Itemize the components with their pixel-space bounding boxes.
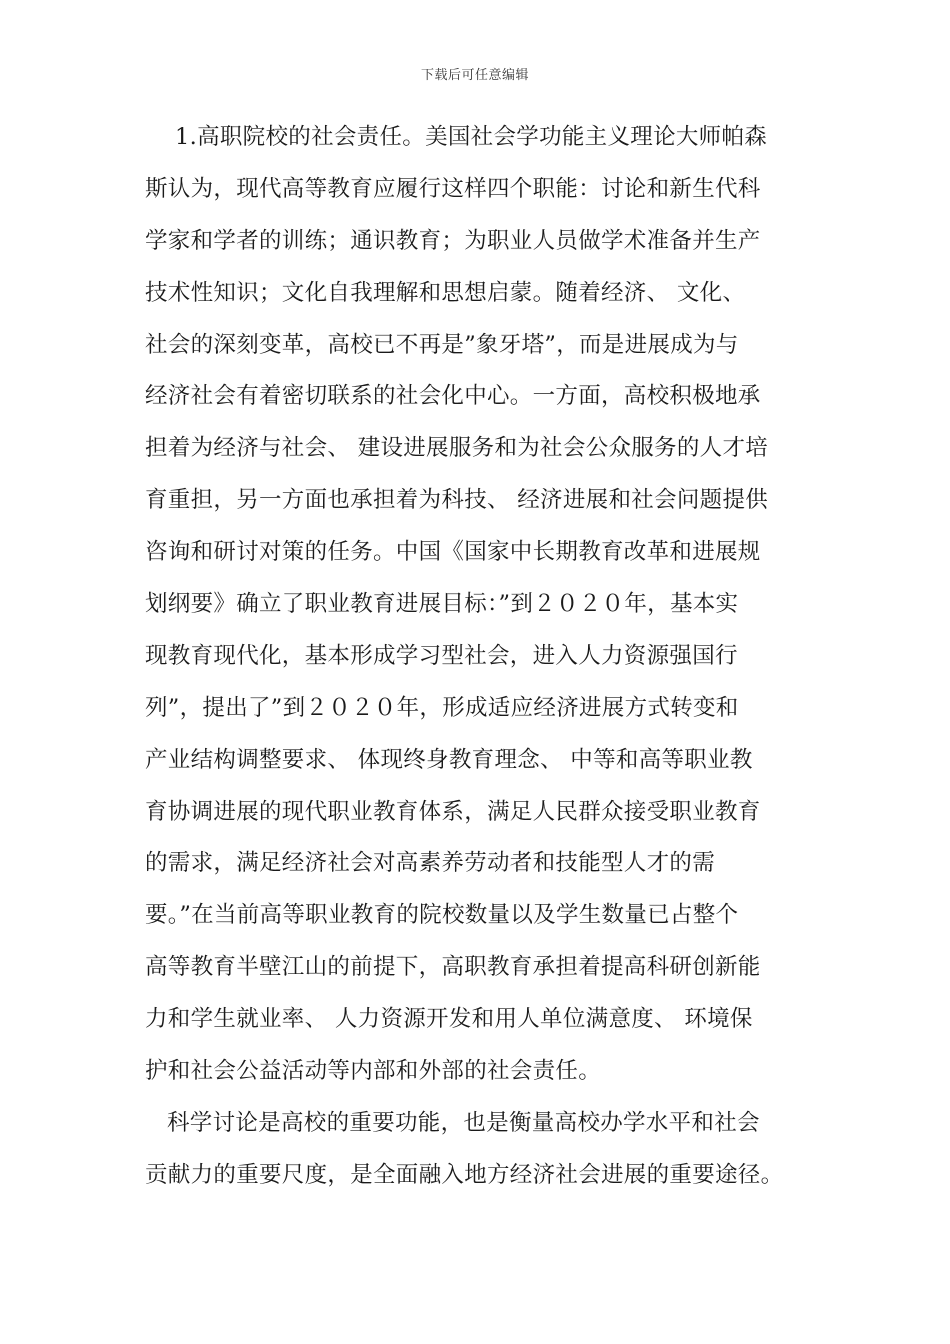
text-line: 技术性知识；文化自我理解和思想启蒙。随着经济、 文化、	[145, 279, 746, 306]
text-line: 贡献力的重要尺度，是全面融入地方经济社会进展的重要途径。	[145, 1161, 784, 1188]
text-line: 社会的深刻变革，高校已不再是”象牙塔”，而是进展成为与	[145, 331, 739, 358]
text-line: 产业结构调整要求、 体现终身教育理念、 中等和高等职业教	[145, 746, 753, 773]
text-line: 经济社会有着密切联系的社会化中心。一方面，高校积极地承	[145, 383, 761, 410]
text-line: 力和学生就业率、 人力资源开发和用人单位满意度、 环境保	[145, 1006, 753, 1033]
page-header: 下载后可任意编辑	[420, 68, 529, 83]
text-line: 高等教育半壁江山的前提下，高职教育承担着提高科研创新能	[145, 954, 761, 981]
text-line: 担着为经济与社会、 建设进展服务和为社会公众服务的人才培	[145, 435, 769, 462]
text-line: 1.高职院校的社会责任。美国社会学功能主义理论大师帕森	[175, 124, 768, 150]
text-line: 现教育现代化，基本形成学习型社会，进入人力资源强国行	[145, 642, 738, 669]
text-line: 护和社会公益活动等内部和外部的社会责任。	[145, 1058, 602, 1085]
text-line: 咨询和研讨对策的任务。中国《国家中长期教育改革和进展规	[145, 539, 761, 566]
document-body	[145, 112, 795, 1202]
text-line: 的需求，满足经济社会对高素养劳动者和技能型人才的需	[145, 850, 716, 877]
text-line: 斯认为，现代高等教育应履行这样四个职能：讨论和新生代科	[145, 175, 761, 202]
paragraph-social-responsibility	[145, 112, 795, 1098]
text-line: 育重担，另一方面也承担着为科技、 经济进展和社会问题提供	[145, 487, 769, 514]
paragraph-scientific-research	[145, 1098, 795, 1202]
text-line: 列”，提出了”到２０２０年，形成适应经济进展方式转变和	[145, 694, 739, 721]
text-line: 育协调进展的现代职业教育体系，满足人民群众接受职业教育	[145, 798, 761, 825]
text-line: 科学讨论是高校的重要功能，也是衡量高校办学水平和社会	[167, 1109, 760, 1136]
text-line: 要。”在当前高等职业教育的院校数量以及学生数量已占整个	[145, 902, 739, 929]
text-line: 学家和学者的训练；通识教育；为职业人员做学术准备并生产	[145, 227, 761, 254]
text-line: 划纲要》确立了职业教育进展目标：”到２０２０年，基本实	[145, 591, 739, 618]
